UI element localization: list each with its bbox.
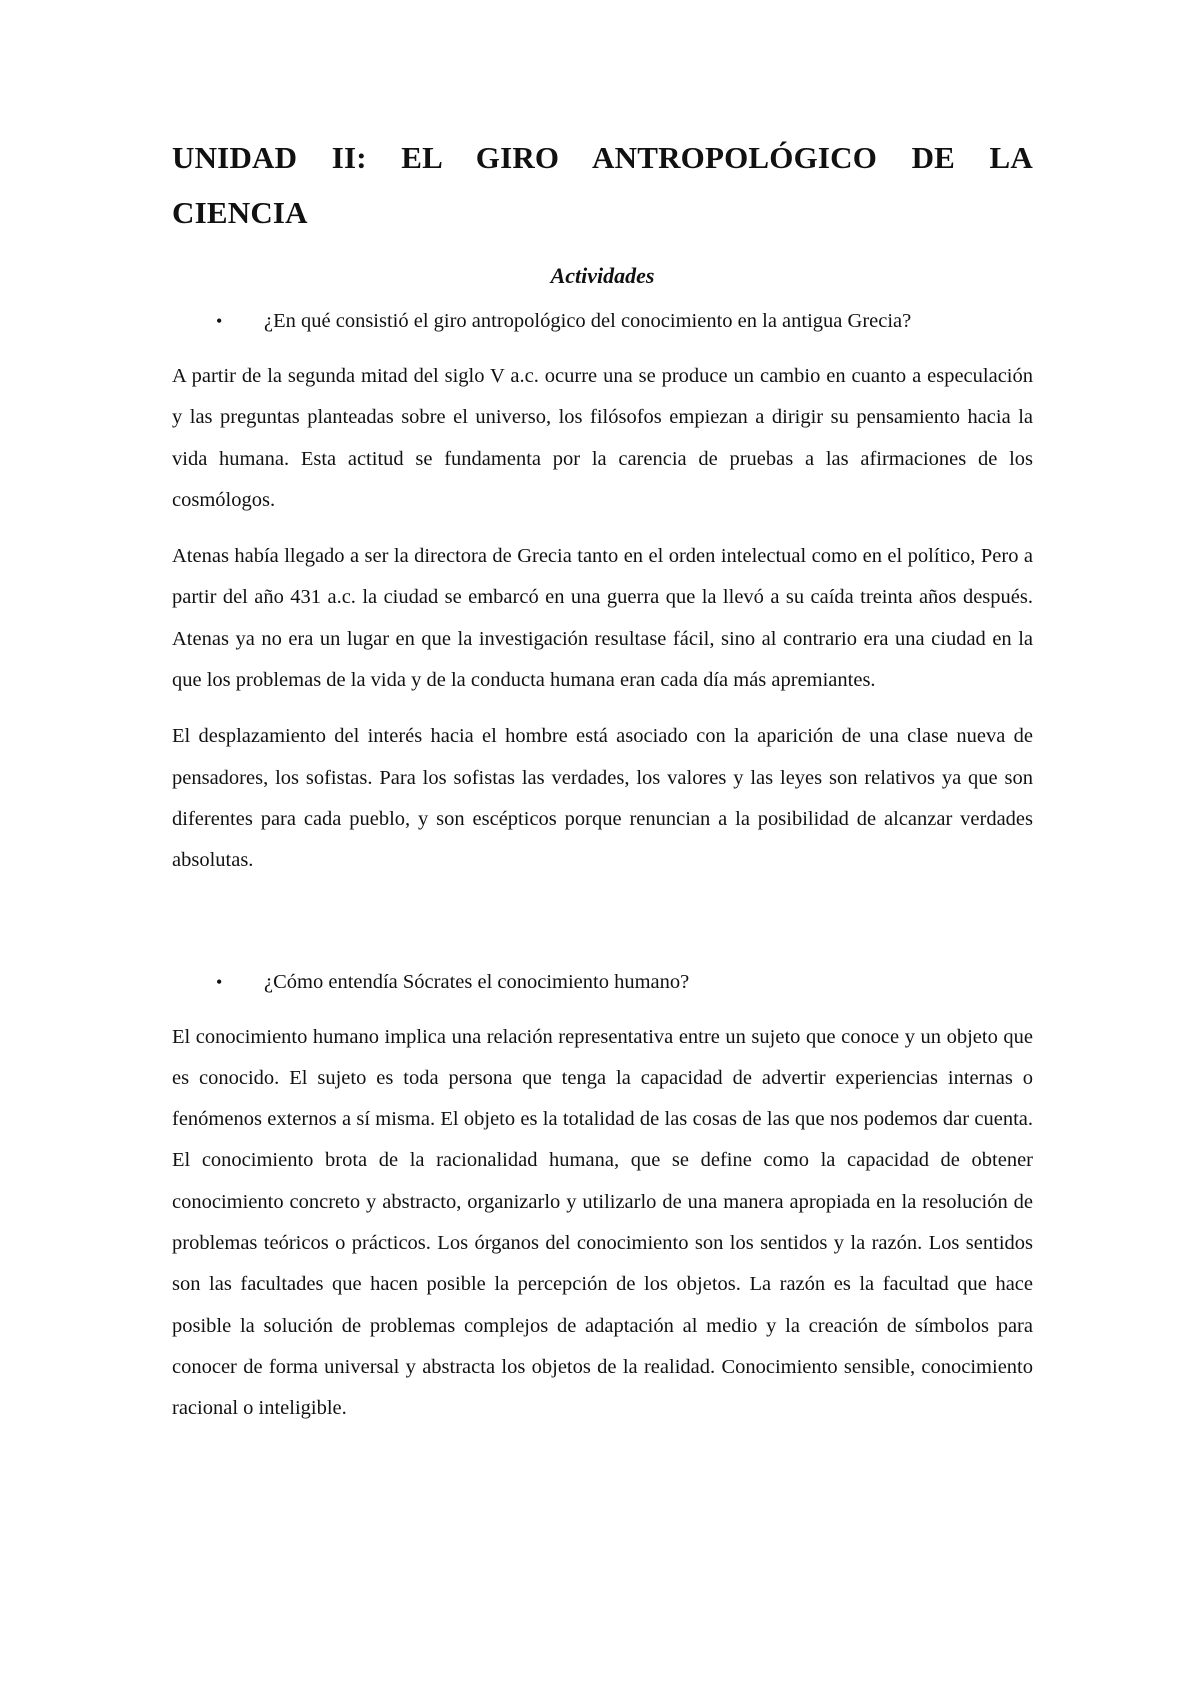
document-title-line-1: UNIDAD II: EL GIRO ANTROPOLÓGICO DE LA — [172, 140, 1033, 175]
question-2 — [172, 967, 1033, 997]
question-1-text: ¿En qué consistió el giro antropológico del conocimiento en la antigua Grecia? — [264, 310, 912, 332]
paragraph-1-2: Atenas había llegado a ser la directora de Grecia tanto en el orden intelectual como en el político, Pero a partir del año 431 a.c. la ciudad se embarcó en una guerra que la llevó a su caída treinta años después. Atenas ya no era un lugar en que la investigación resultase fácil, sino al contrario era una ciudad en la que los problemas de la vida y de la conducta humana eran cada día más apremiantes. — [172, 545, 1033, 692]
document-title-line-2: CIENCIA — [172, 195, 308, 230]
bullet-icon: • — [216, 311, 223, 331]
document-page — [172, 130, 1033, 1445]
paragraph-2-1: El conocimiento humano implica una relación representativa entre un sujeto que conoce y un objeto que es conocido. El sujeto es toda persona que tenga la capacidad de advertir experiencias internas o fenómenos externos a sí misma. El objeto es la totalidad de las cosas de las que nos podemos dar cuenta. El conocimiento brota de la racionalidad humana, que se define como la capacidad de obtener conocimiento concreto y abstracto, organizarlo y utilizarlo de una manera apropiada en la resolución de problemas teóricos o prácticos. Los órganos del conocimiento son los sentidos y la razón. Los sentidos son las facultades que hacen posible la percepción de los objetos. La razón es la facultad que hace posible la solución de problemas complejos de adaptación al medio y la creación de símbolos para conocer de forma universal y abstracta los objetos de la realidad. Conocimiento sensible, conocimiento racional o inteligible. — [172, 1025, 1033, 1420]
document-title — [172, 130, 1033, 240]
paragraph-1-1: A partir de la segunda mitad del siglo V a.c. ocurre una se produce un cambio en cuanto a especulación y las preguntas planteadas sobre el universo, los filósofos empiezan a dirigir su pensamiento hacia la vida humana. Esta actitud se fundamenta por la carencia de pruebas a las afirmaciones de los cosmólogos. — [172, 365, 1033, 511]
bullet-icon: • — [216, 971, 223, 992]
document-subtitle: Actividades — [550, 263, 655, 288]
question-2-text: ¿Cómo entendía Sócrates el conocimiento humano? — [264, 970, 690, 993]
section-spacer — [172, 897, 1033, 967]
paragraph-1-3: El desplazamiento del interés hacia el hombre está asociado con la aparición de una clase nueva de pensadores, los sofistas. Para los sofistas las verdades, los valores y las leyes son relativos ya que son diferentes para cada pueblo, y son escépticos porque renuncian a la posibilidad de alcanzar verdades absolutas. — [172, 725, 1033, 872]
question-1 — [172, 306, 1033, 336]
